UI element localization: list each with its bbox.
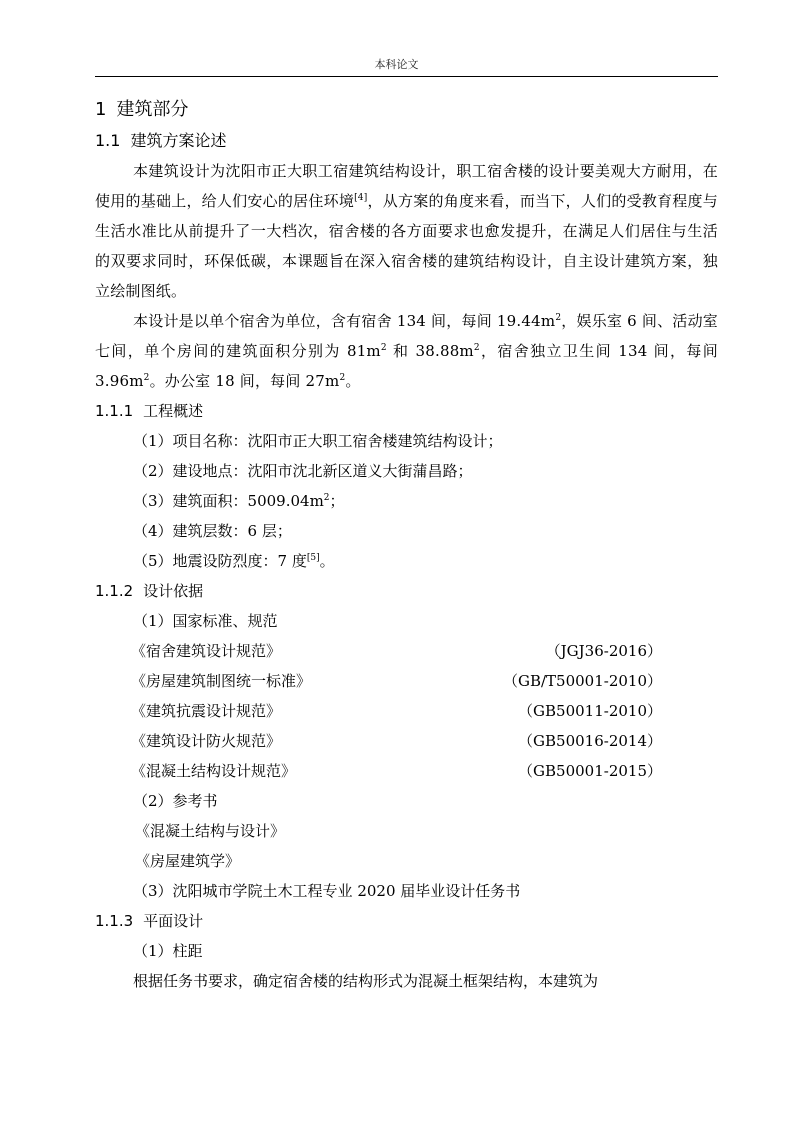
chapter-title: 建筑部分 (116, 99, 189, 120)
section-number: 1.1 (95, 131, 121, 150)
list-item-seismic: （5）地震设防烈度：7 度[5]。 (133, 552, 335, 570)
standard-row (95, 726, 718, 756)
standard-row (95, 666, 718, 696)
header-divider (95, 76, 718, 77)
subsection-heading-1-1-1 (95, 396, 718, 426)
chapter-number: 1 (95, 99, 107, 120)
subsection-heading-1-1-3 (95, 906, 718, 936)
standard-title: 《房屋建筑制图统一标准》 (131, 672, 312, 690)
subsection-title: 工程概述 (143, 402, 204, 420)
page-content (95, 94, 718, 996)
subsection-title: 设计依据 (143, 582, 204, 600)
reference-book: 《混凝土结构与设计》 (135, 822, 286, 840)
standard-code: （GB50016-2014） (518, 732, 662, 750)
list-item-project-name: （1）项目名称：沈阳市正大职工宿舍楼建筑结构设计； (133, 432, 503, 450)
subsection-heading-1-1-2 (95, 576, 718, 606)
subsection-title: 平面设计 (143, 912, 204, 930)
list-item-task-book: （3）沈阳城市学院土木工程专业 2020 届毕业设计任务书 (133, 882, 521, 900)
reference-book: 《房屋建筑学》 (135, 852, 241, 870)
citation-5: [5] (306, 553, 320, 563)
subsection-number: 1.1.1 (95, 402, 134, 420)
standard-row (95, 696, 718, 726)
standard-code: （GB/T50001-2010） (502, 672, 662, 690)
standard-title: 《混凝土结构设计规范》 (131, 762, 297, 780)
running-header: 本科论文 (374, 58, 419, 71)
standard-code: （GB50011-2010） (518, 702, 662, 720)
standard-title: 《建筑设计防火规范》 (131, 732, 282, 750)
standard-row (95, 756, 718, 786)
standard-title: 《建筑抗震设计规范》 (131, 702, 282, 720)
section-title: 建筑方案论述 (130, 131, 227, 150)
citation-4: [4] (354, 193, 368, 203)
standard-code: （GB50001-2015） (518, 762, 662, 780)
subsection-number: 1.1.3 (95, 912, 134, 930)
standard-code: （JGJ36-2016） (545, 642, 662, 660)
intro-paragraph-2: 本设计是以单个宿舍为单位，含有宿舍 134 间，每间 $19.44m^2$，娱乐室 6 间、活动室七间，单个房间的建筑面积分别为 $81m^2$ 和 $38.88m^2$，宿舍独立卫生间 134 间，每间 $3.96m^2$。办公室 18 间，每间 $27m^2$。 (95, 312, 719, 390)
list-item-column-spacing: （1）柱距 (133, 942, 203, 960)
list-item-reference-books: （2）参考书 (133, 792, 218, 810)
list-item-standards: （1）国家标准、规范 (133, 612, 278, 630)
section-heading-1-1 (95, 126, 718, 156)
list-item-location: （2）建设地点：沈阳市沈北新区道义大街蒲昌路； (133, 462, 473, 480)
list-item-floors: （4）建筑层数：6 层； (133, 522, 292, 540)
chapter-heading (95, 94, 718, 126)
list-item-area: （3）建筑面积：$5009.04m^2$； (133, 492, 345, 510)
subsection-number: 1.1.2 (95, 582, 134, 600)
standard-title: 《宿舍建筑设计规范》 (131, 642, 282, 660)
body-text: 根据任务书要求，确定宿舍楼的结构形式为混凝土框架结构，本建筑为 (133, 972, 599, 990)
standard-row (95, 636, 718, 666)
intro-paragraph-1: 本建筑设计为沈阳市正大职工宿建筑结构设计，职工宿舍楼的设计要美观大方耐用，在使用的基础上，给人们安心的居住环境[4]，从方案的角度来看，而当下，人们的受教育程度与生活水准比从前提升了一大档次，宿舍楼的各方面要求也愈发提升，在满足人们居住与生活的双要求同时，环保低碳，本课题旨在深入宿舍楼的建筑结构设计，自主设计建筑方案，独立绘制图纸。 (95, 162, 718, 300)
